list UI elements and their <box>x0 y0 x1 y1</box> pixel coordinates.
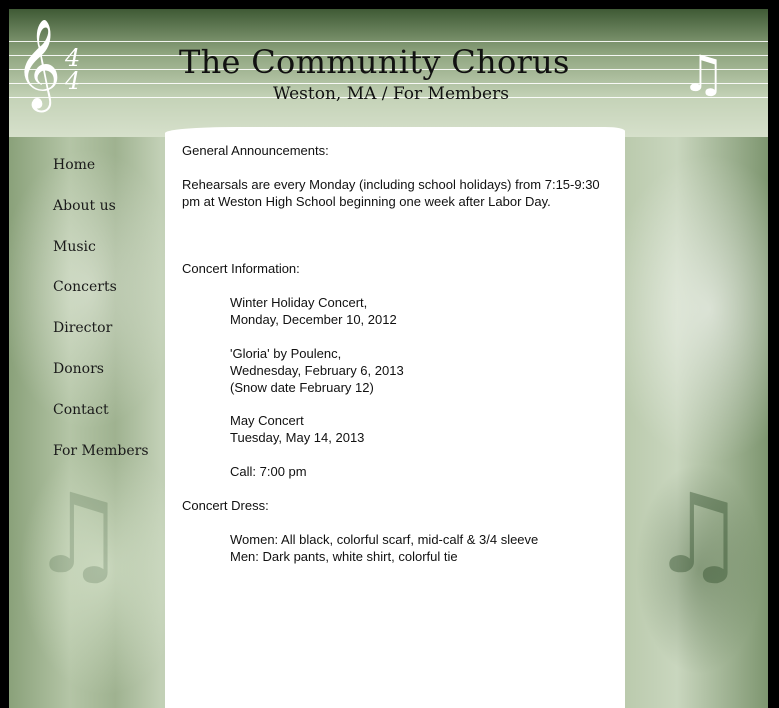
dress-code-list <box>182 532 612 566</box>
nav-item-for-members[interactable]: For Members <box>53 442 149 459</box>
time-signature-bottom: 4 <box>65 66 81 95</box>
concert-title: May Concert <box>230 413 304 429</box>
nav-item-contact[interactable]: Contact <box>53 401 109 418</box>
concert-dress-heading: Concert Dress: <box>182 497 269 513</box>
call-time: Call: 7:00 pm <box>230 464 307 480</box>
content-panel <box>165 127 625 708</box>
concert-title: Winter Holiday Concert, <box>230 295 368 311</box>
concert-date: Tuesday, May 14, 2013 <box>230 430 365 446</box>
nav-item-music[interactable]: Music <box>53 238 96 255</box>
site-subtitle: Weston, MA / For Members <box>273 84 509 104</box>
nav-item-concerts[interactable]: Concerts <box>53 279 117 296</box>
main-nav <box>53 157 173 483</box>
site-title: The Community Chorus <box>179 43 570 81</box>
site-header <box>9 9 768 137</box>
decorative-note-icon: ♫ <box>29 470 128 598</box>
time-signature <box>65 44 81 95</box>
nav-item-about-us[interactable]: About us <box>53 197 116 214</box>
nav-item-home[interactable]: Home <box>53 157 96 173</box>
nav-item-donors[interactable]: Donors <box>53 360 104 377</box>
dress-men: Men: Dark pants, white shirt, colorful tie <box>230 548 458 564</box>
concert-date: Monday, December 10, 2012 <box>230 311 397 327</box>
dress-women: Women: All black, colorful scarf, mid-calf & 3/4 sleeve <box>230 531 539 547</box>
concert-date: Wednesday, February 6, 2013 <box>230 362 404 378</box>
music-notes-icon: ♫ <box>681 45 726 103</box>
general-announcements-heading: General Announcements: <box>182 143 329 158</box>
concert-snow-date: (Snow date February 12) <box>230 379 374 395</box>
time-signature-top: 4 <box>65 44 81 72</box>
rehearsal-info: Rehearsals are every Monday (including school holidays) from 7:15-9:30 pm at Weston High School beginning one week after Labor Day. <box>182 176 600 209</box>
treble-clef-icon: 𝄞 <box>15 19 62 109</box>
concert-information-heading: Concert Information: <box>182 261 300 277</box>
nav-item-director[interactable]: Director <box>53 320 113 337</box>
page-background <box>9 9 768 708</box>
concert-title: 'Gloria' by Poulenc, <box>230 345 342 361</box>
content-body <box>182 143 612 566</box>
decorative-note-icon: ♫ <box>649 470 748 598</box>
concert-list <box>182 295 612 481</box>
